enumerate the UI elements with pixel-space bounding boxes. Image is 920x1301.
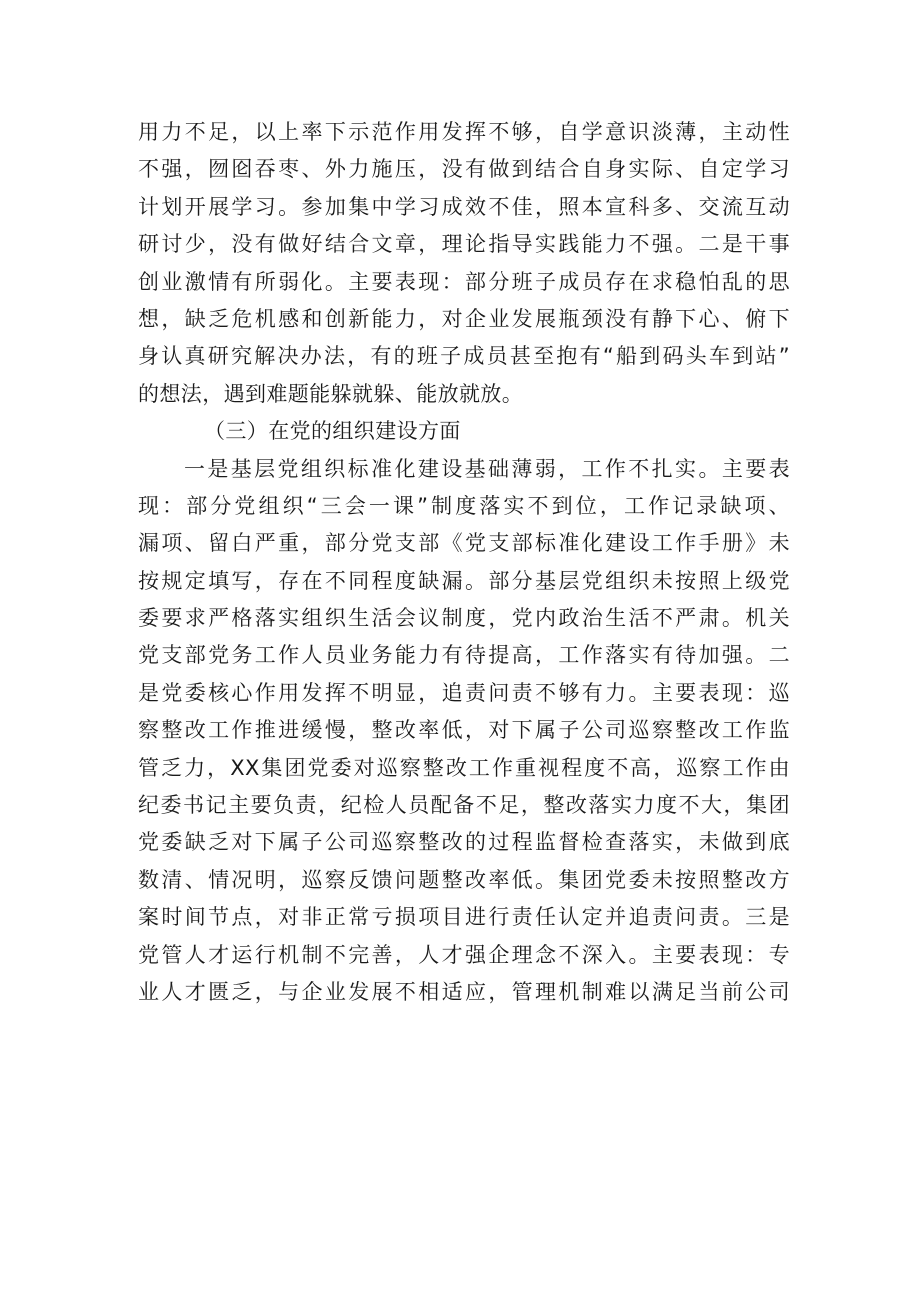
- paragraph-2-line: 纪委书记主要负责，纪检人员配备不足，整改落实力度不大，集团: [138, 793, 790, 818]
- paragraph-2-line: 数清、情况明，巡察反馈问题整改率低。集团党委未按照整改方: [138, 867, 790, 892]
- paragraph-2: [138, 451, 790, 1012]
- paragraph-2-line: 现：部分党组织“三会一课”制度落实不到位，工作记录缺项、: [138, 493, 790, 518]
- paragraph-2-line: 案时间节点，对非正常亏损项目进行责任认定并追责问责。三是: [138, 905, 790, 930]
- paragraph-2-line: 漏项、留白严重，部分党支部《党支部标准化建设工作手册》未: [138, 531, 790, 556]
- paragraph-2-line: 按规定填写，存在不同程度缺漏。部分基层党组织未按照上级党: [138, 568, 790, 593]
- paragraph-2-line: 党管人才运行机制不完善，人才强企理念不深入。主要表现：专: [138, 942, 790, 967]
- paragraph-1-line: 用力不足，以上率下示范作用发挥不够，自学意识淡薄，主动性: [138, 120, 790, 144]
- paragraph-2-line: 管乏力，XX集团党委对巡察整改工作重视程度不高，巡察工作由: [138, 755, 790, 780]
- paragraph-2-line: 一是基层党组织标准化建设基础薄弱，工作不扎实。主要表: [184, 456, 790, 481]
- paragraph-2-line: 委要求严格落实组织生活会议制度，党内政治生活不严肃。机关: [138, 606, 790, 631]
- paragraph-1-line: 创业激情有所弱化。主要表现：部分班子成员存在求稳怕乱的思: [138, 269, 790, 294]
- paragraph-1-line: 身认真研究解决办法，有的班子成员甚至抱有“船到码头车到站”: [138, 344, 790, 369]
- paragraph-2-line: 业人才匮乏，与企业发展不相适应，管理机制难以满足当前公司: [138, 979, 790, 1004]
- paragraph-1: [138, 114, 790, 413]
- paragraph-1-line: 的想法，遇到难题能躲就躲、能放就放。: [138, 381, 524, 406]
- document-body: [138, 114, 790, 1011]
- section-heading: （三）在党的组织建设方面: [204, 419, 461, 444]
- paragraph-1-line: 研讨少，没有做好结合文章，理论指导实践能力不强。二是干事: [138, 232, 790, 257]
- paragraph-1-line: 想，缺乏危机感和创新能力，对企业发展瓶颈没有静下心、俯下: [138, 306, 790, 331]
- paragraph-1-line: 计划开展学习。参加集中学习成效不佳，照本宣科多、交流互动: [138, 194, 790, 219]
- paragraph-2-line: 察整改工作推进缓慢，整改率低，对下属子公司巡察整改工作监: [138, 718, 790, 743]
- paragraph-2-line: 党委缺乏对下属子公司巡察整改的过程监督检查落实，未做到底: [138, 830, 790, 855]
- paragraph-1-line: 不强，囫囵吞枣、外力施压，没有做到结合自身实际、自定学习: [138, 157, 790, 182]
- paragraph-2-line: 党支部党务工作人员业务能力有待提高，工作落实有待加强。二: [138, 643, 790, 668]
- paragraph-2-line: 是党委核心作用发挥不明显，追责问责不够有力。主要表现：巡: [138, 680, 790, 705]
